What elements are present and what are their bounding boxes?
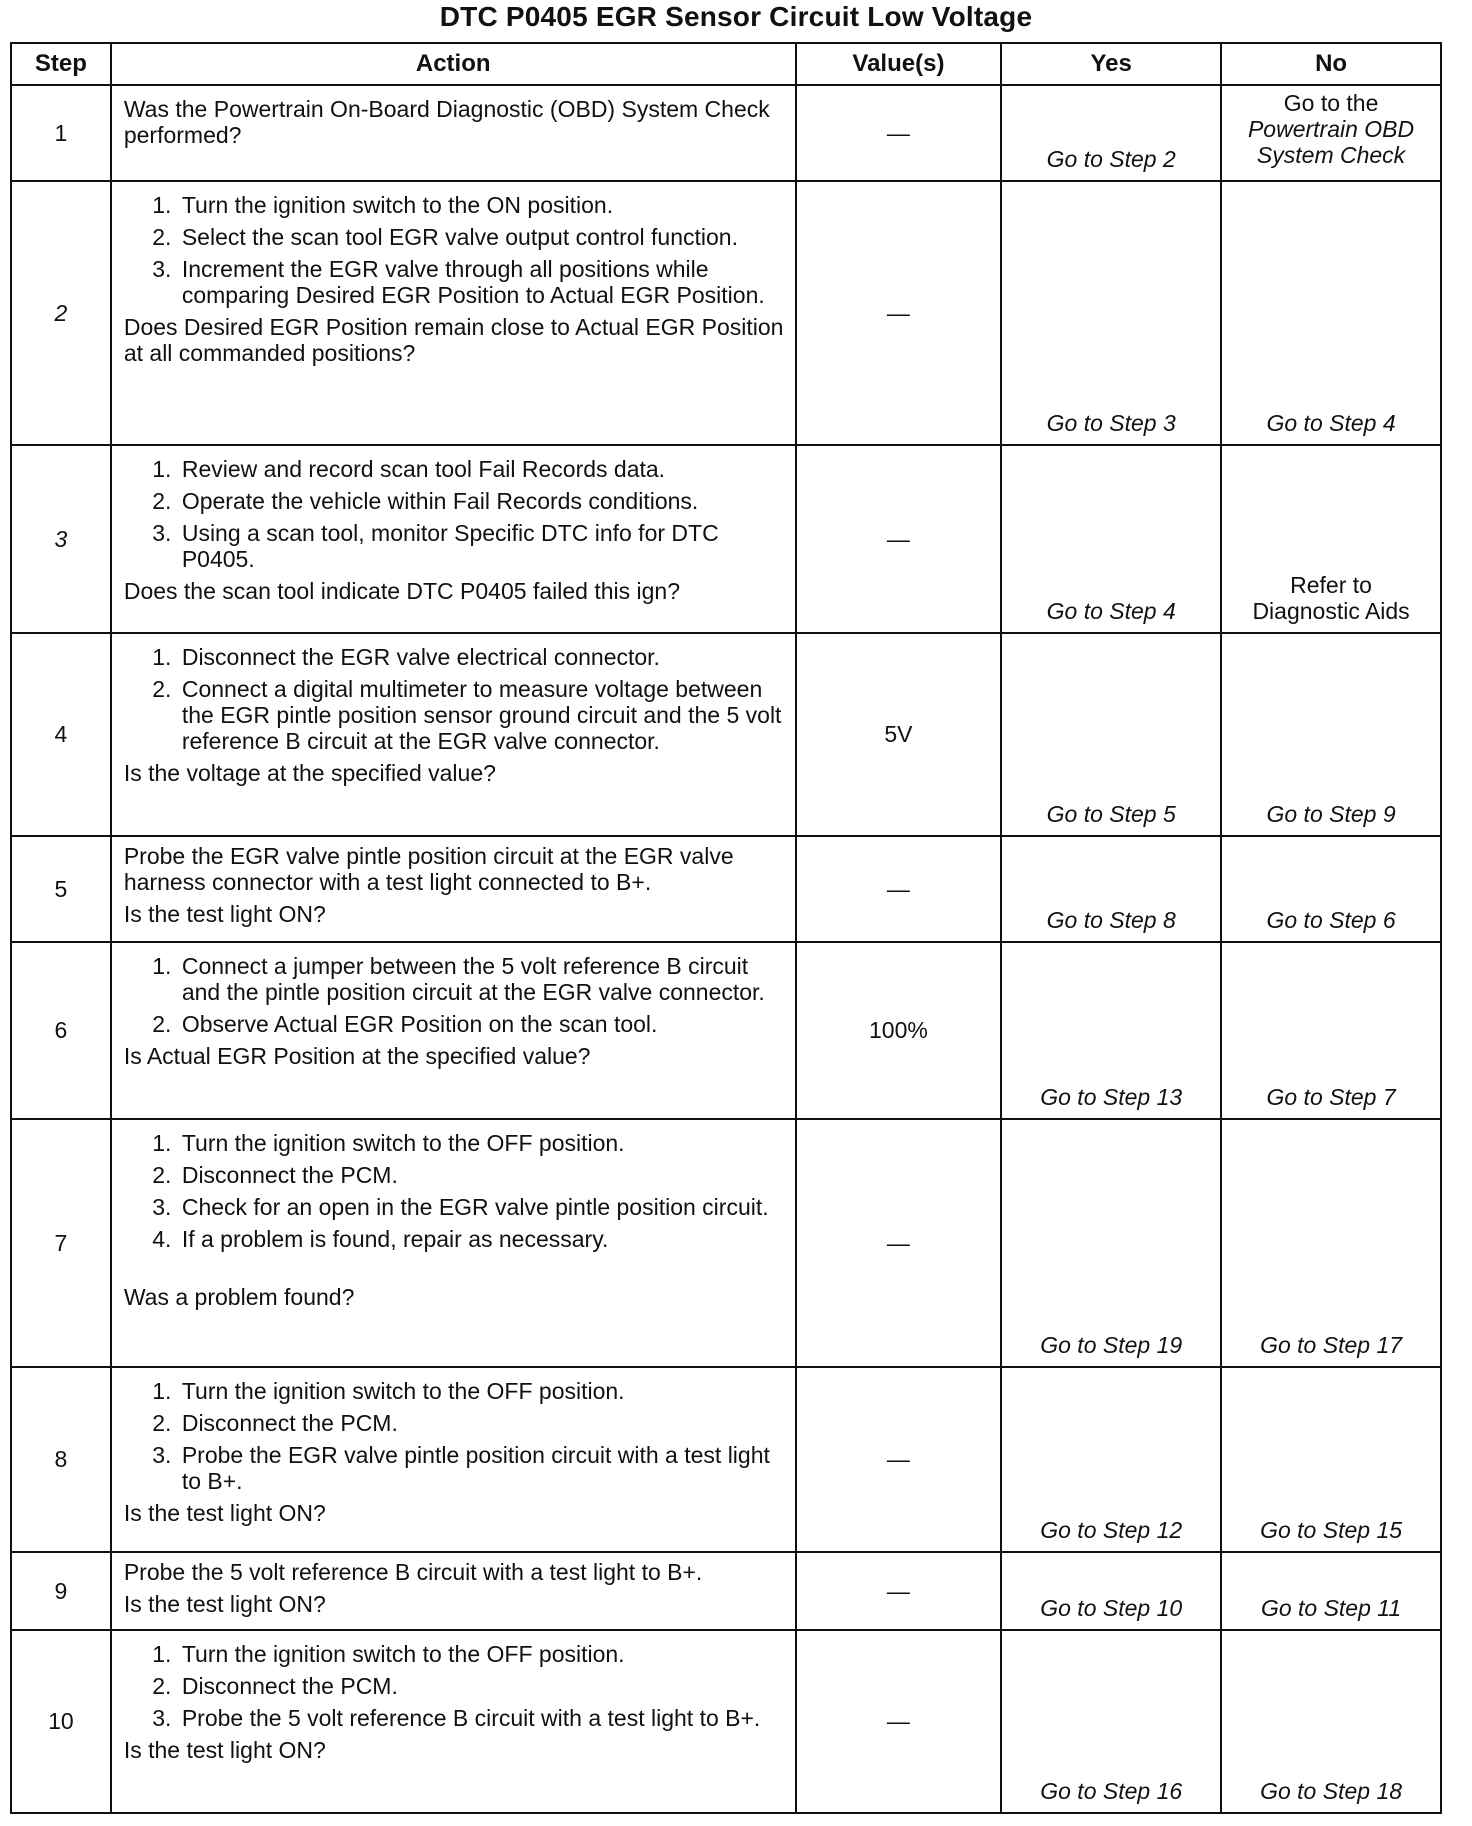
action-cell bbox=[111, 1119, 796, 1367]
action-step: 2. Disconnect the PCM. bbox=[178, 1673, 789, 1699]
action-steps-list bbox=[124, 1641, 789, 1731]
action-step: 3. Check for an open in the EGR valve pintle position circuit. bbox=[178, 1194, 789, 1220]
value-cell: — bbox=[796, 1119, 1002, 1367]
step-number: 7 bbox=[11, 1119, 111, 1367]
action-steps-list bbox=[124, 1130, 789, 1252]
table-row bbox=[11, 836, 1441, 942]
action-step: 1. Turn the ignition switch to the OFF position. bbox=[178, 1130, 789, 1156]
no-cell: Go to Step 11 bbox=[1221, 1552, 1441, 1630]
action-cell bbox=[111, 1630, 796, 1813]
action-steps-list bbox=[124, 953, 789, 1037]
action-cell bbox=[111, 85, 796, 181]
step-number: 3 bbox=[11, 445, 111, 633]
no-cell: Go to Step 9 bbox=[1221, 633, 1441, 836]
action-question: Is the test light ON? bbox=[123, 1737, 326, 1763]
action-step: 3. Probe the 5 volt reference B circuit with a test light to B+. bbox=[178, 1705, 789, 1731]
action-steps-list bbox=[124, 192, 789, 308]
action-step: 1. Turn the ignition switch to the ON position. bbox=[178, 192, 789, 218]
action-step: 2. Connect a digital multimeter to measure voltage between the EGR pintle position sensor ground circuit and the 5 volt reference B circuit at the EGR valve connector. bbox=[178, 676, 789, 754]
action-cell bbox=[111, 181, 796, 445]
action-step: 2. Disconnect the PCM. bbox=[178, 1162, 789, 1188]
no-cell: Go to Step 7 bbox=[1221, 942, 1441, 1119]
action-text: Probe the 5 volt reference B circuit with a test light to B+. bbox=[123, 1559, 703, 1585]
table-row bbox=[11, 1552, 1441, 1630]
action-question: Is the test light ON? bbox=[123, 901, 326, 927]
table-row bbox=[11, 1367, 1441, 1552]
action-cell bbox=[111, 633, 796, 836]
action-step: 2. Disconnect the PCM. bbox=[178, 1410, 789, 1436]
value-cell: — bbox=[796, 181, 1002, 445]
action-step: 3. Using a scan tool, monitor Specific DTC info for DTC P0405. bbox=[178, 520, 789, 572]
value-cell: — bbox=[796, 1367, 1002, 1552]
column-header-no: No bbox=[1221, 43, 1441, 85]
step-number: 8 bbox=[11, 1367, 111, 1552]
no-cell bbox=[1221, 445, 1441, 633]
action-cell bbox=[111, 445, 796, 633]
value-cell: — bbox=[796, 1552, 1002, 1630]
action-step: 2. Observe Actual EGR Position on the scan tool. bbox=[178, 1011, 789, 1037]
action-steps-list bbox=[124, 1378, 789, 1494]
no-text-line1: Go to the bbox=[1283, 90, 1379, 116]
yes-cell: Go to Step 4 bbox=[1001, 445, 1221, 633]
header-row bbox=[11, 43, 1441, 85]
step-number: 10 bbox=[11, 1630, 111, 1813]
action-step: 1. Review and record scan tool Fail Records data. bbox=[178, 456, 789, 482]
no-cell: Go to Step 18 bbox=[1221, 1630, 1441, 1813]
table-row bbox=[11, 181, 1441, 445]
action-question: Does Desired EGR Position remain close to Actual EGR Position at all commanded positions? bbox=[123, 314, 784, 366]
no-cell: Go to Step 4 bbox=[1221, 181, 1441, 445]
column-header-action: Action bbox=[111, 43, 796, 85]
column-header-step: Step bbox=[11, 43, 111, 85]
yes-cell: Go to Step 2 bbox=[1001, 85, 1221, 181]
yes-cell: Go to Step 19 bbox=[1001, 1119, 1221, 1367]
action-steps-list bbox=[124, 456, 789, 572]
table-row bbox=[11, 1630, 1441, 1813]
action-cell bbox=[111, 1552, 796, 1630]
yes-cell: Go to Step 10 bbox=[1001, 1552, 1221, 1630]
diagnostic-table bbox=[10, 42, 1442, 1814]
value-cell: — bbox=[796, 445, 1002, 633]
step-number: 6 bbox=[11, 942, 111, 1119]
action-question: Is the test light ON? bbox=[123, 1591, 326, 1617]
action-step: 1. Turn the ignition switch to the OFF position. bbox=[178, 1378, 789, 1404]
action-cell bbox=[111, 942, 796, 1119]
no-cell: Go to Step 17 bbox=[1221, 1119, 1441, 1367]
action-text: Was the Powertrain On-Board Diagnostic (OBD) System Check performed? bbox=[123, 96, 770, 148]
no-cell bbox=[1221, 85, 1441, 181]
action-text: Probe the EGR valve pintle position circuit at the EGR valve harness connector with a test light connected to B+. bbox=[123, 843, 734, 895]
table-row bbox=[11, 633, 1441, 836]
table-row bbox=[11, 85, 1441, 181]
action-question: Was a problem found? bbox=[123, 1284, 355, 1310]
action-question: Is the voltage at the specified value? bbox=[123, 760, 496, 786]
no-text-line2: Powertrain OBD System Check bbox=[1247, 116, 1415, 168]
value-cell: 5V bbox=[796, 633, 1002, 836]
action-cell bbox=[111, 1367, 796, 1552]
action-step: 3. Increment the EGR valve through all positions while comparing Desired EGR Position to Actual EGR Position. bbox=[178, 256, 789, 308]
yes-cell: Go to Step 3 bbox=[1001, 181, 1221, 445]
value-cell: — bbox=[796, 836, 1002, 942]
yes-cell: Go to Step 12 bbox=[1001, 1367, 1221, 1552]
step-number: 1 bbox=[11, 85, 111, 181]
table-row bbox=[11, 1119, 1441, 1367]
step-number: 5 bbox=[11, 836, 111, 942]
value-cell: — bbox=[796, 85, 1002, 181]
no-text: Refer to Diagnostic Aids bbox=[1252, 572, 1410, 624]
column-header-values: Value(s) bbox=[796, 43, 1002, 85]
value-cell: — bbox=[796, 1630, 1002, 1813]
value-cell: 100% bbox=[796, 942, 1002, 1119]
step-number: 2 bbox=[11, 181, 111, 445]
yes-cell: Go to Step 13 bbox=[1001, 942, 1221, 1119]
table-row bbox=[11, 942, 1441, 1119]
action-step: 2. Select the scan tool EGR valve output control function. bbox=[178, 224, 789, 250]
action-steps-list bbox=[124, 644, 789, 754]
action-question: Is the test light ON? bbox=[123, 1500, 326, 1526]
action-step: 3. Probe the EGR valve pintle position circuit with a test light to B+. bbox=[178, 1442, 789, 1494]
action-step: 1. Disconnect the EGR valve electrical connector. bbox=[178, 644, 789, 670]
action-question: Is Actual EGR Position at the specified value? bbox=[123, 1043, 591, 1069]
action-step: 2. Operate the vehicle within Fail Records conditions. bbox=[178, 488, 789, 514]
column-header-yes: Yes bbox=[1001, 43, 1221, 85]
no-cell: Go to Step 6 bbox=[1221, 836, 1441, 942]
no-cell: Go to Step 15 bbox=[1221, 1367, 1441, 1552]
yes-cell: Go to Step 16 bbox=[1001, 1630, 1221, 1813]
action-cell bbox=[111, 836, 796, 942]
yes-cell: Go to Step 5 bbox=[1001, 633, 1221, 836]
table-row bbox=[11, 445, 1441, 633]
action-question: Does the scan tool indicate DTC P0405 failed this ign? bbox=[123, 578, 680, 604]
step-number: 4 bbox=[11, 633, 111, 836]
yes-cell: Go to Step 8 bbox=[1001, 836, 1221, 942]
step-number: 9 bbox=[11, 1552, 111, 1630]
page-title: DTC P0405 EGR Sensor Circuit Low Voltage bbox=[439, 1, 1033, 32]
action-step: 1. Connect a jumper between the 5 volt reference B circuit and the pintle position circuit at the EGR valve connector. bbox=[178, 953, 789, 1005]
action-step: 1. Turn the ignition switch to the OFF position. bbox=[178, 1641, 789, 1667]
action-step: 4. If a problem is found, repair as necessary. bbox=[178, 1226, 789, 1252]
